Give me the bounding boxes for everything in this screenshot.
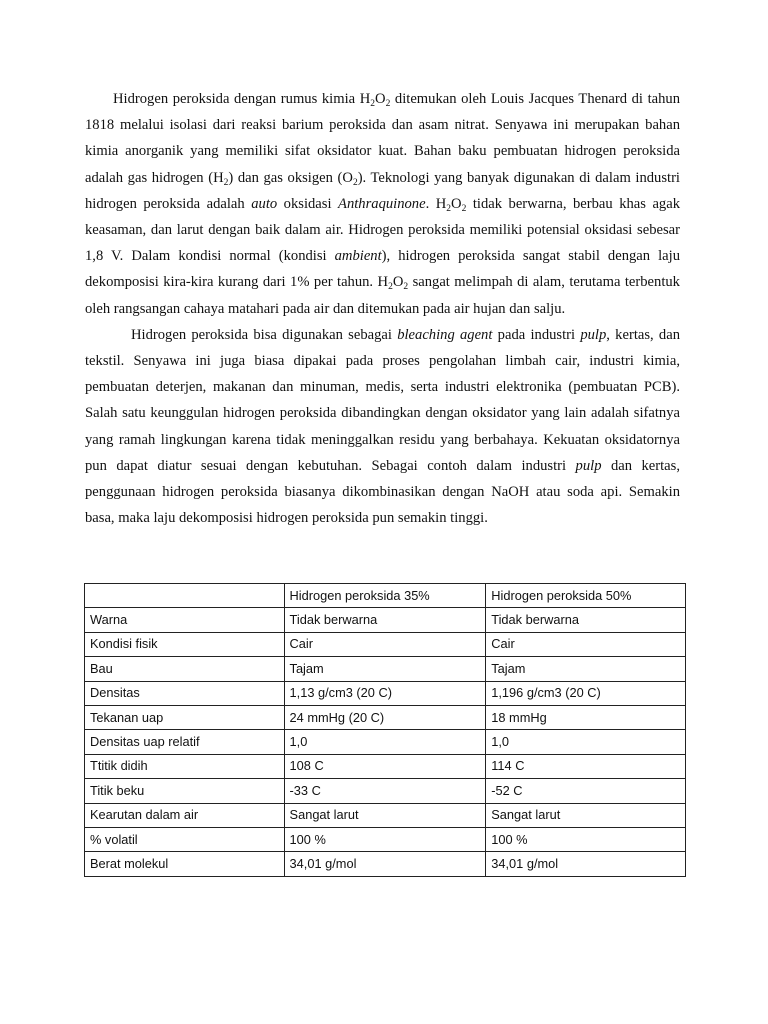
subscript: 2 <box>385 99 391 109</box>
table-header-row <box>85 584 686 608</box>
subscript: 2 <box>446 203 452 214</box>
text-span: tidak berwarna, berbau khas agak keasaman, dan larut dengan baik dalam air. Hidrogen peroksida memiliki potensial oksidasi sebesar 1,8 V. Dalam kondisi normal (kondisi <box>85 195 680 265</box>
property-value-cell: 1,196 g/cm3 (20 C) <box>486 681 686 705</box>
property-name-cell: Berat molekul <box>85 852 285 876</box>
table-row <box>85 705 686 729</box>
property-value-cell: Tidak berwarna <box>284 608 486 632</box>
property-value-cell: Sangat larut <box>284 803 486 827</box>
property-value-cell: 114 C <box>486 754 686 778</box>
property-name-cell: Kearutan dalam air <box>85 803 285 827</box>
table-row <box>85 681 686 705</box>
property-name-cell: Warna <box>85 608 285 632</box>
text-span: ), hidrogen peroksida sangat stabil dengan laju dekomposisi kira-kira kurang dari 1% per tahun. H <box>85 248 680 291</box>
text-span: ditemukan oleh Louis Jacques Thenard di tahun 1818 melalui isolasi dari reaksi barium peroksida dan asam nitrat. Senyawa ini merupakan bahan kimia anorganik yang memiliki sifat oksidator kuat. Bahan baku pembuatan hidrogen peroksida adalah gas hidrogen (H <box>85 91 680 186</box>
header-cell: Hidrogen peroksida 50% <box>486 584 686 608</box>
subscript: 2 <box>370 99 376 109</box>
property-name-cell: Ttitik didih <box>85 754 285 778</box>
text-span: Hidrogen peroksida dengan rumus kimia H <box>113 91 371 107</box>
property-value-cell: Tidak berwarna <box>486 608 686 632</box>
property-value-cell: -33 C <box>284 779 486 803</box>
paragraph-2 <box>85 322 680 532</box>
table-row <box>85 754 686 778</box>
property-value-cell: -52 C <box>486 779 686 803</box>
property-value-cell: 100 % <box>486 827 686 851</box>
property-value-cell: Sangat larut <box>486 803 686 827</box>
property-name-cell: Tekanan uap <box>85 705 285 729</box>
text-span: ). Teknologi yang banyak digunakan di dalam industri hidrogen peroksida adalah <box>85 169 680 212</box>
italic-term: pulp <box>580 326 607 343</box>
subscript: 2 <box>223 177 229 188</box>
text-span: . H <box>425 195 447 212</box>
property-value-cell: 24 mmHg (20 C) <box>284 705 486 729</box>
properties-table <box>84 583 686 877</box>
text-span: sangat melimpah di alam, terutama terbentuk oleh rangsangan cahaya matahari pada air dan ditemukan pada air hujan dan salju. <box>85 274 680 317</box>
property-value-cell: 1,0 <box>284 730 486 754</box>
property-value-cell: 1,13 g/cm3 (20 C) <box>284 681 486 705</box>
table-body <box>85 584 686 877</box>
text-span: Hidrogen peroksida bisa digunakan sebagai <box>131 326 398 343</box>
italic-term: Anthraquinone <box>338 195 426 212</box>
header-cell <box>85 584 285 608</box>
property-name-cell: Densitas uap relatif <box>85 730 285 754</box>
text-span: , kertas, dan tekstil. Senyawa ini juga biasa dipakai pada proses pengolahan limbah cair, industri kimia, pembuatan deterjen, makanan dan minuman, medis, serta industri elektronika (pembuatan PCB). Salah satu keunggulan hidrogen peroksida dibandingkan dengan oksidator yang lain adalah sifatnya yang ramah lingkungan karena tidak meninggalkan residu yang berbahaya. Kekuatan oksidatornya pun dapat diatur sesuai dengan kebutuhan. Sebagai contoh dalam industri <box>85 326 681 474</box>
subscript: 2 <box>461 203 467 214</box>
property-value-cell: 1,0 <box>486 730 686 754</box>
text-span: ) dan gas oksigen (O <box>228 169 353 186</box>
text-span: O <box>451 195 462 212</box>
property-value-cell: Tajam <box>486 657 686 681</box>
text-span: O <box>392 274 404 291</box>
subscript: 2 <box>388 282 393 293</box>
italic-term: auto <box>251 195 278 212</box>
subscript: 2 <box>352 177 358 188</box>
property-name-cell: Titik beku <box>85 779 285 803</box>
property-name-cell: % volatil <box>85 827 285 851</box>
property-value-cell: Cair <box>486 632 686 656</box>
property-value-cell: 18 mmHg <box>486 705 686 729</box>
body-text <box>85 86 680 531</box>
property-value-cell: Cair <box>284 632 486 656</box>
header-cell: Hidrogen peroksida 35% <box>284 584 486 608</box>
italic-term: bleaching agent <box>397 326 493 343</box>
property-value-cell: 100 % <box>284 827 486 851</box>
text-span: dan kertas, penggunaan hidrogen peroksida biasanya dikombinasikan dengan NaOH atau soda api. Semakin basa, maka laju dekomposisi hidrogen peroksida pun semakin tinggi. <box>85 457 680 527</box>
text-span: pada industri <box>492 326 581 343</box>
text-span: O <box>375 91 386 107</box>
table-row <box>85 779 686 803</box>
table-row <box>85 657 686 681</box>
paragraph-1 <box>85 86 680 322</box>
subscript: 2 <box>403 282 409 293</box>
property-name-cell: Bau <box>85 657 285 681</box>
text-span: oksidasi <box>277 195 339 212</box>
table-row <box>85 632 686 656</box>
italic-term: pulp <box>575 457 602 474</box>
property-name-cell: Kondisi fisik <box>85 632 285 656</box>
property-value-cell: 34,01 g/mol <box>486 852 686 876</box>
italic-term: ambient <box>334 248 382 265</box>
table-row <box>85 608 686 632</box>
table-row <box>85 852 686 876</box>
table-row <box>85 730 686 754</box>
property-name-cell: Densitas <box>85 681 285 705</box>
table-row <box>85 827 686 851</box>
property-value-cell: Tajam <box>284 657 486 681</box>
property-value-cell: 108 C <box>284 754 486 778</box>
table-row <box>85 803 686 827</box>
property-value-cell: 34,01 g/mol <box>284 852 486 876</box>
